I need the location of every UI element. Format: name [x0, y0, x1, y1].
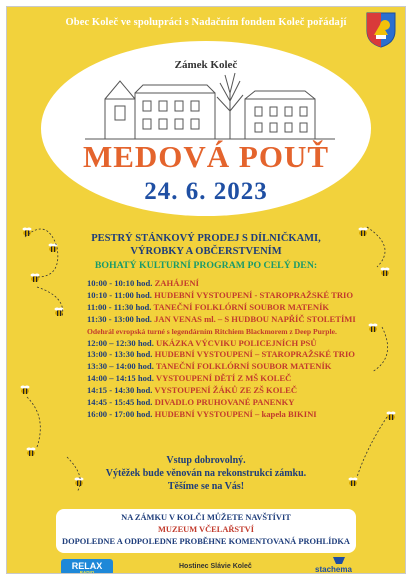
poster: [6, 6, 406, 574]
schedule-time: 12:00 – 12:30 hod.: [87, 337, 154, 348]
schedule-act: UKÁZKA VÝCVIKU POLICEJNÍCH PSŮ: [156, 337, 317, 348]
closing-line-2: Výtěžek bude věnován na rekonstrukci zámku.: [105, 468, 307, 479]
page-title: MEDOVÁ POUŤ: [82, 139, 330, 174]
schedule-act: HUDEBNÍ VYSTOUPENÍ – kapela BIKINI: [154, 408, 317, 419]
bee-flight-paths: [7, 207, 406, 507]
museum-line-2: MUZEUM VČELAŘSTVÍ: [158, 525, 254, 534]
schedule-act: VYSTOUPENÍ ŽÁKŮ ZE ZŠ KOLEČ: [154, 385, 298, 396]
schedule-time: 10:00 - 10:10 hod.: [87, 278, 153, 288]
schedule-act: HUDEBNÍ VYSTOUPENÍ – STAROPRAŽSKÉ TRIO: [154, 349, 355, 360]
stachema-logo-text: stachema: [315, 565, 352, 574]
event-date: 24. 6. 2023: [144, 178, 268, 205]
intro-line-1: PESTRÝ STÁNKOVÝ PRODEJ S DÍLNIČKAMI,: [91, 233, 321, 244]
intro-line-2: VÝROBKY A OBČERSTVENÍM: [130, 246, 282, 257]
museum-line-3: DOPOLEDNE A ODPOLEDNE PROBĚHNE KOMENTOVANÁ PROHLÍDKA: [62, 537, 350, 546]
schedule-note: Odehrál evropská turné s legendárním Ritchiem Blackmorem z Deep Purple.: [87, 326, 337, 336]
schedule-time: 10:10 - 11:00 hod.: [87, 289, 152, 300]
relax-logo-text: RELAX: [71, 561, 103, 571]
schedule-time: 11:00 - 11:30 hod.: [87, 301, 152, 312]
castle-drawing-icon: [85, 71, 335, 141]
schedule-time: 13:30 – 14:00 hod.: [87, 361, 154, 372]
closing-line-3: Těšíme se na Vás!: [167, 481, 245, 492]
coat-of-arms-icon: [365, 11, 397, 49]
castle-label: Zámek Koleč: [174, 59, 238, 71]
museum-line-1: NA ZÁMKU V KOLČI MŮŽETE NAVŠTÍVIT: [121, 513, 291, 522]
schedule-time: 16:00 - 17:00 hod.: [87, 408, 153, 419]
schedule-act: ZAHÁJENÍ: [154, 278, 199, 288]
schedule-act: VYSTOUPENÍ DĚTÍ Z MŠ KOLEČ: [155, 373, 292, 384]
hostinec-sponsor: Hostinec Slávie Koleč: [179, 563, 252, 570]
schedule-act: TANEČNÍ FOLKLÓRNÍ SOUBOR MATENÍK: [153, 301, 330, 312]
schedule-time: 14:15 - 14:30 hod.: [87, 385, 153, 396]
closing-line-1: Vstup dobrovolný.: [166, 455, 246, 466]
schedule-time: 14:00 – 14:15 hod.: [87, 373, 154, 384]
schedule-time: 13:00 - 13:30 hod.: [87, 349, 153, 360]
program-heading: BOHATÝ KULTURNÍ PROGRAM PO CELÝ DEN:: [94, 260, 318, 271]
organizer-line: Obec Koleč ve spolupráci s Nadačním fondem Koleč pořádají: [65, 17, 347, 28]
schedule-act: DIVADLO PRUHOVANÉ PANENKY: [154, 397, 295, 408]
schedule-act: JAN VENAS ml. – S HUDBOU NAPŘÍČ STOLETÍMI: [154, 313, 356, 324]
schedule-time: 11:30 - 13:00 hod.: [87, 313, 152, 324]
relax-radio-logo: [61, 559, 113, 574]
relax-logo-subtext: RADIO: [79, 570, 95, 575]
schedule-time: 14:45 - 15:45 hod.: [87, 397, 153, 408]
museum-info-box: [56, 509, 356, 553]
schedule-act: HUDEBNÍ VYSTOUPENÍ - STAROPRAŽSKÉ TRIO: [154, 289, 354, 300]
schedule-act: TANEČNÍ FOLKLÓRNÍ SOUBOR MATENÍK: [155, 361, 332, 372]
